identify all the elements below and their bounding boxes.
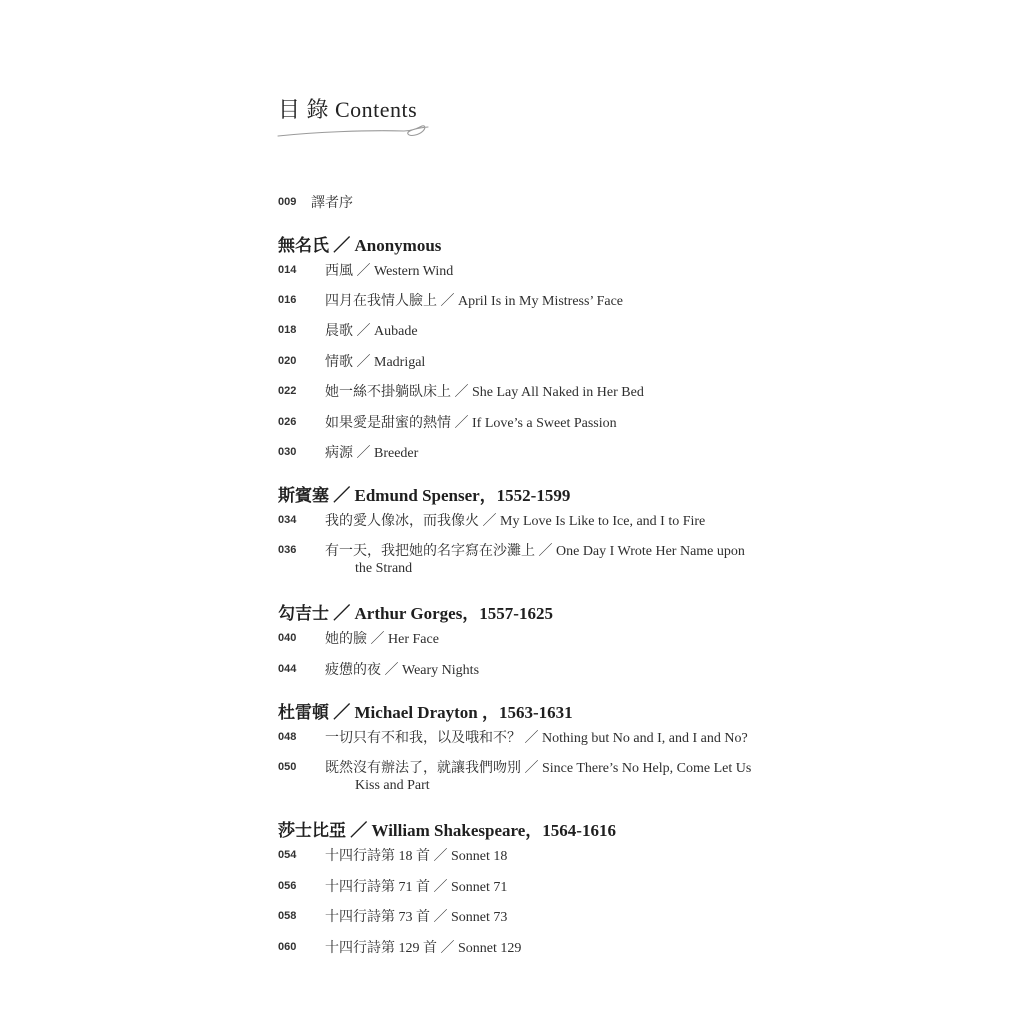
entry-page-number: 054 bbox=[278, 849, 297, 861]
entry-page-number: 030 bbox=[278, 446, 297, 458]
entry-page-number: 018 bbox=[278, 324, 297, 336]
entry-title[interactable]: 晨歌 ／ Aubade bbox=[325, 324, 418, 339]
section-header-gorges: 勾吉士 ／ Arthur Gorges，1557-1625 bbox=[278, 604, 553, 623]
entry-page-number: 044 bbox=[278, 663, 297, 675]
entry-title[interactable]: 十四行詩第 129 首 ／ Sonnet 129 bbox=[325, 941, 522, 956]
entry-title-continuation[interactable]: Kiss and Part bbox=[355, 778, 430, 793]
preface-page-number: 009 bbox=[278, 196, 297, 208]
entry-page-number: 056 bbox=[278, 880, 297, 892]
preface-title[interactable]: 譯者序 bbox=[311, 196, 353, 211]
entry-page-number: 048 bbox=[278, 731, 297, 743]
entry-page-number: 058 bbox=[278, 910, 297, 922]
entry-title[interactable]: 她一絲不掛躺臥床上 ／ She Lay All Naked in Her Bed bbox=[325, 385, 644, 400]
toc-heading: 目 錄 Contents bbox=[278, 97, 418, 122]
entry-title[interactable]: 十四行詩第 73 首 ／ Sonnet 73 bbox=[325, 910, 508, 925]
entry-page-number: 060 bbox=[278, 941, 297, 953]
entry-page-number: 040 bbox=[278, 632, 297, 644]
entry-page-number: 026 bbox=[278, 416, 297, 428]
decorative-flourish bbox=[276, 122, 436, 144]
entry-title[interactable]: 四月在我情人臉上 ／ April Is in My Mistress’ Face bbox=[325, 294, 623, 309]
entry-page-number: 034 bbox=[278, 514, 297, 526]
entry-title[interactable]: 病源 ／ Breeder bbox=[325, 446, 419, 461]
entry-page-number: 050 bbox=[278, 761, 297, 773]
entry-title[interactable]: 情歌 ／ Madrigal bbox=[325, 355, 426, 370]
entry-page-number: 022 bbox=[278, 385, 297, 397]
entry-title[interactable]: 既然沒有辦法了，就讓我們吻別 ／ Since There’s No Help, Come Let Us bbox=[325, 761, 752, 776]
entry-title[interactable]: 疲憊的夜 ／ Weary Nights bbox=[325, 663, 480, 678]
entry-page-number: 036 bbox=[278, 544, 297, 556]
entry-page-number: 014 bbox=[278, 264, 297, 276]
entry-title[interactable]: 如果愛是甜蜜的熱情 ／ If Love’s a Sweet Passion bbox=[325, 416, 617, 431]
section-header-shakespeare: 莎士比亞 ／ William Shakespeare，1564-1616 bbox=[278, 821, 616, 840]
entry-title[interactable]: 十四行詩第 18 首 ／ Sonnet 18 bbox=[325, 849, 508, 864]
entry-page-number: 016 bbox=[278, 294, 297, 306]
section-header-drayton: 杜雷頓 ／ Michael Drayton ，1563-1631 bbox=[278, 703, 573, 722]
entry-title[interactable]: 她的臉 ／ Her Face bbox=[325, 632, 439, 647]
entry-title-continuation[interactable]: the Strand bbox=[355, 561, 413, 576]
entry-title[interactable]: 有一天，我把她的名字寫在沙灘上 ／ One Day I Wrote Her Name upon bbox=[325, 544, 745, 559]
entry-title[interactable]: 十四行詩第 71 首 ／ Sonnet 71 bbox=[325, 880, 508, 895]
entry-title[interactable]: 一切只有不和我，以及哦和不？ ／ Nothing but No and I, and I and No? bbox=[325, 731, 748, 746]
section-header-anonymous: 無名氏 ／ Anonymous bbox=[278, 236, 442, 255]
entry-title[interactable]: 我的愛人像冰，而我像火 ／ My Love Is Like to Ice, and I to Fire bbox=[325, 514, 706, 529]
entry-page-number: 020 bbox=[278, 355, 297, 367]
section-header-spenser: 斯賓塞 ／ Edmund Spenser，1552-1599 bbox=[278, 486, 571, 505]
entry-title[interactable]: 西風 ／ Western Wind bbox=[325, 264, 454, 279]
